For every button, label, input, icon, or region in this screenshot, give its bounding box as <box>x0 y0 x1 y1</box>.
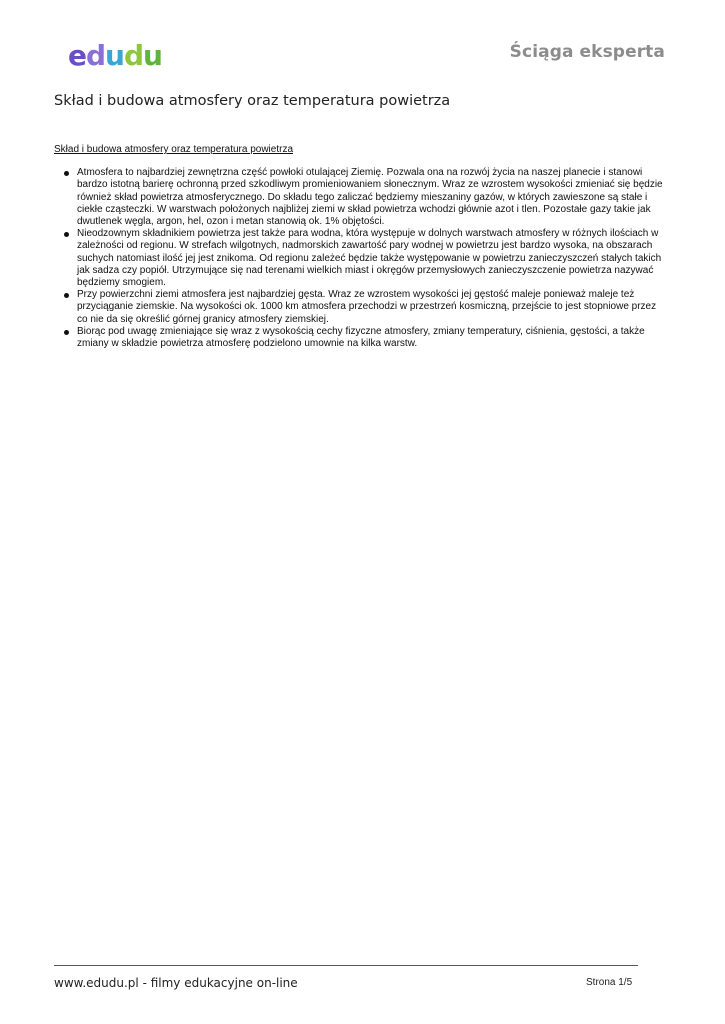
page-title: Skład i budowa atmosfery oraz temperatura powietrza <box>54 93 451 109</box>
section-heading: Skład i budowa atmosfery oraz temperatura powietrza <box>54 144 294 155</box>
svg-text:edudu: edudu <box>68 39 162 72</box>
edudu-logo <box>54 38 188 74</box>
page-number: Strona 1/5 <box>586 977 633 988</box>
list-item: Atmosfera to najbardziej zewnętrzna część powłoki otulającej Ziemię. Pozwala ona na rozwój życia na naszej planecie i stanowi bardzo istotną barierę ochronną przed szkodliwym promieniowaniem słonecznym. Wraz ze wzrostem wysokości zmieniać się będzie również skład powietrza atmosferycznego. Do składu tego zaliczać będziemy mieszaniny gazów, w których zawieszone są stałe i ciekłe cząsteczki. W warstwach położonych najbliżej ziemi w skład powietrza wchodzi głównie azot i tlen. Pozostałe gazy takie jak dwutlenek węgla, argon, hel, ozon i metan stanowią ok. 1% objętości. <box>77 167 669 228</box>
list-item: Przy powierzchni ziemi atmosfera jest najbardziej gęsta. Wraz ze wzrostem wysokości jej gęstość maleje ponieważ maleje też przyciąganie ziemskie. Na wysokości ok. 1000 km atmosfera przechodzi w przestrzeń kosmiczną, przejście to jest stopniowe przez co nie da się określić górnej granicy atmosfery ziemskiej. <box>77 289 669 326</box>
document-content <box>54 144 669 350</box>
bullet-list <box>54 167 669 350</box>
footer-divider <box>54 965 638 966</box>
list-item: Biorąc pod uwagę zmieniające się wraz z wysokością cechy fizyczne atmosfery, zmiany temperatury, ciśnienia, gęstości, a także zmiany w składzie powietrza atmosferę podzielono umownie na kilka warstw. <box>77 326 669 350</box>
header-tagline: Ściąga eksperta <box>509 42 665 62</box>
footer-site: www.edudu.pl - filmy edukacyjne on-line <box>54 976 298 990</box>
list-item: Nieodzownym składnikiem powietrza jest także para wodna, która występuje w dolnych warstwach atmosfery w różnych ilościach w zależności od regionu. W strefach wilgotnych, nadmorskich zawartość pary wodnej w powietrzu jest bardzo wysoka, na obszarach suchych natomiast ilość jej jest znikoma. Od regionu zależeć będzie także występowanie w powietrzu zanieczyszczeń stałych takich jak sadza czy popiół. Utrzymujące się nad terenami wielkich miast i okręgów przemysłowych zanieczyszczenie powietrza nazywać będziemy smogiem. <box>77 228 669 289</box>
